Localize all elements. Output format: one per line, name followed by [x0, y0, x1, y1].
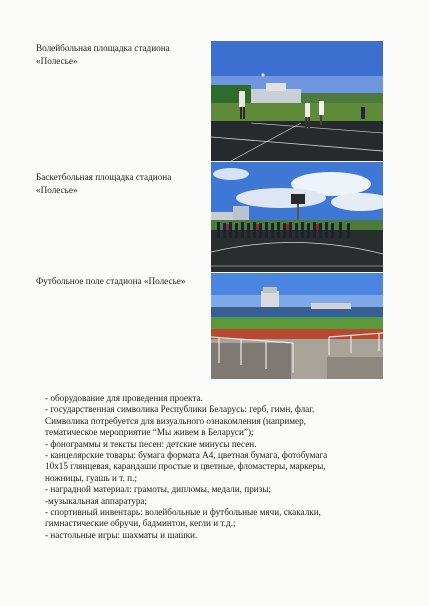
equipment-list: [45, 393, 395, 541]
list-line: - спортивный инвентарь: волейбольные и футбольные мячи, скакалки,: [45, 507, 321, 518]
caption-football: [36, 275, 206, 288]
list-line: Символика потребуется для визуального ознакомления (например,: [45, 415, 307, 426]
list-line: - наградной материал: грамоты, дипломы, медали, призы;: [45, 484, 272, 495]
caption-line: «Полесье»: [36, 55, 78, 66]
list-line: - фонограммы и тексты песен: детские минусы песен.: [45, 438, 257, 449]
caption-basketball: [36, 171, 206, 196]
caption-line: Баскетбольная площадка стадиона: [36, 172, 172, 182]
photo-football-field: [211, 273, 383, 379]
photo-volleyball-court: [211, 41, 383, 161]
list-line: - канцелярские товары: бумага формата А4, цветная бумага, фотобумага: [45, 450, 328, 461]
photo-basketball-court: [211, 162, 383, 272]
list-line: ножницы, гуашь и т. п.;: [45, 472, 137, 483]
caption-line: Футбольное поле стадиона «Полесье»: [36, 276, 186, 286]
list-line: - оборудование для проведения проекта.: [45, 393, 203, 403]
list-line: 10x15 глянцевая, карандаши простые и цветные, фломастеры, маркеры,: [45, 461, 326, 472]
list-line: тематическое мероприятие “Мы живем в Беларуси”);: [45, 427, 254, 438]
caption-line: Волейбольная площадка стадиона: [36, 43, 170, 53]
list-line: - государственная символика Республики Беларусь: герб, гимн, флаг.: [45, 404, 315, 415]
list-line: гимнастические обручи, бадминтон, кегли и т.д.;: [45, 518, 236, 529]
caption-volleyball: [36, 42, 206, 67]
list-line: -музыкальная аппаратура;: [45, 495, 148, 506]
caption-line: «Полесье»: [36, 184, 78, 195]
list-line: - настольные игры: шахматы и шашки.: [45, 529, 198, 540]
